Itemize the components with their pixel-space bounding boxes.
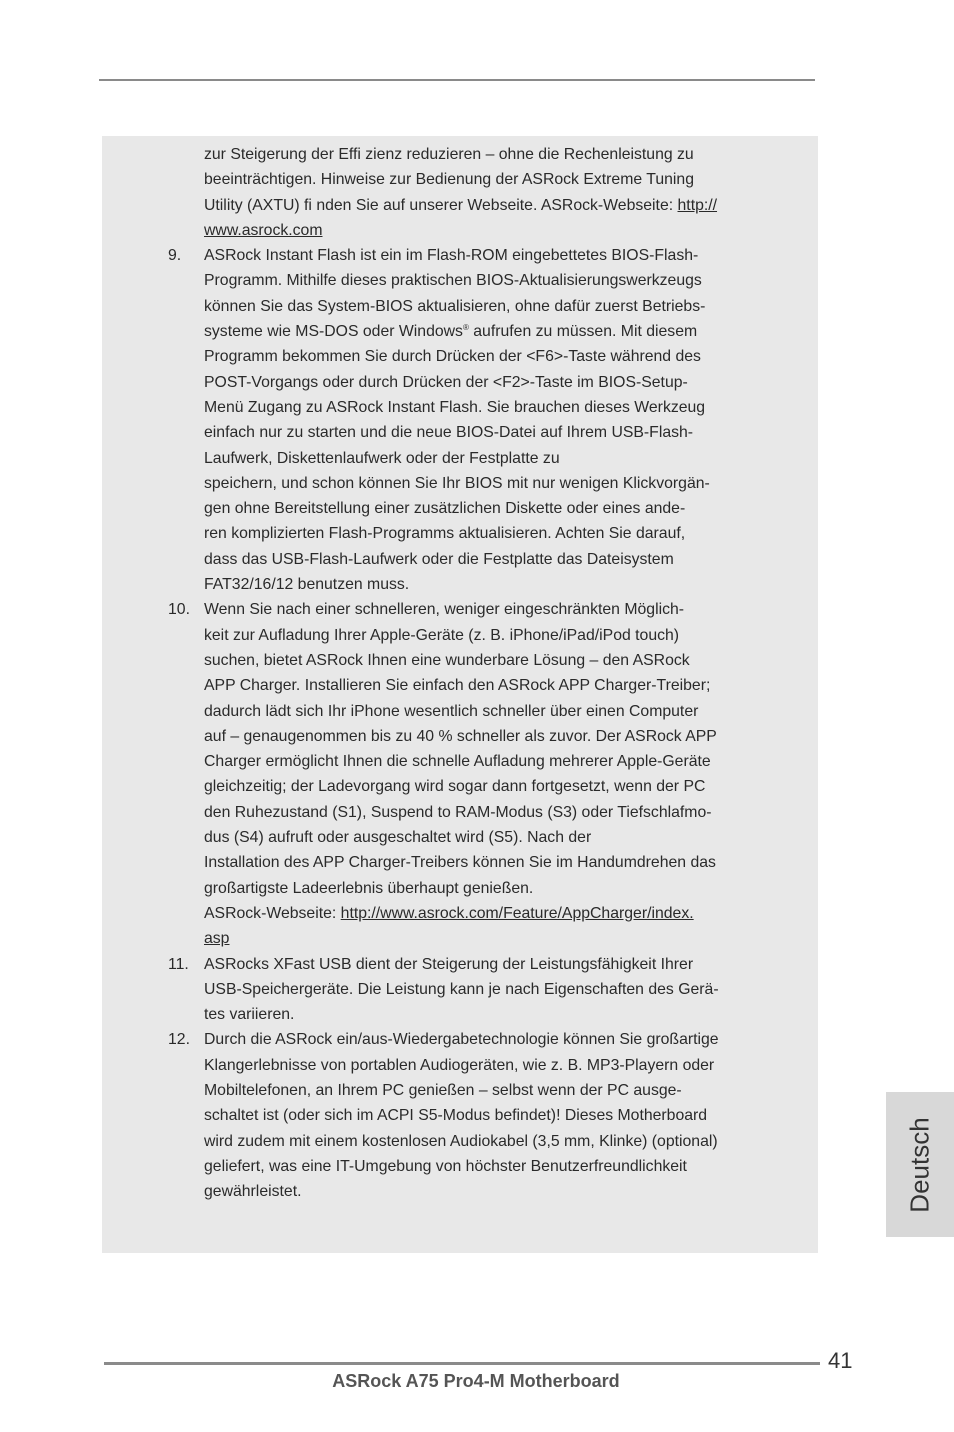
text-line: gen ohne Bereitstellung einer zusätzlichen Diskette oder eines ande- bbox=[204, 500, 686, 518]
text-line: geliefert, was eine IT-Umgebung von höchster Benutzerfreundlichkeit bbox=[204, 1157, 687, 1175]
page-number: 41 bbox=[828, 1348, 853, 1373]
list-item-9 bbox=[168, 243, 758, 597]
list-item-10 bbox=[168, 597, 758, 951]
text-line: dus (S4) aufruft oder ausgeschaltet wird (S5). Nach der bbox=[204, 829, 592, 847]
text-line: Laufwerk, Diskettenlaufwerk oder der Festplatte zu bbox=[204, 449, 560, 467]
item-number: 12. bbox=[168, 1031, 190, 1049]
text-line: keit zur Aufladung Ihrer Apple-Geräte (z. B. iPhone/iPad/iPod touch) bbox=[204, 626, 680, 644]
text-line: Wenn Sie nach einer schnelleren, weniger eingeschränkten Möglich- bbox=[204, 601, 685, 619]
text-line: können Sie das System-BIOS aktualisieren, ohne dafür zuerst Betriebs- bbox=[204, 297, 706, 315]
item-text bbox=[204, 597, 758, 951]
text-segment: Utility (AXTU) fi nden Sie auf unserer Webseite. ASRock-Webseite: bbox=[204, 196, 678, 214]
text-line: suchen, bietet ASRock Ihnen eine wunderbare Lösung – den ASRock bbox=[204, 651, 690, 669]
text-line: speichern, und schon können Sie Ihr BIOS mit nur wenigen Klickvorgän- bbox=[204, 474, 710, 492]
item-number: 11. bbox=[168, 955, 189, 973]
text-line: Menü Zugang zu ASRock Instant Flash. Sie brauchen dieses Werkzeug bbox=[204, 398, 706, 416]
text-line: Programm. Mithilfe dieses praktischen BIOS-Aktualisierungswerkzeugs bbox=[204, 272, 702, 290]
language-tab-label: Deutsch bbox=[904, 1116, 935, 1213]
text-line: tes variieren. bbox=[204, 1006, 295, 1024]
spec-list bbox=[168, 142, 758, 1204]
text-segment: ASRock-Webseite: bbox=[204, 904, 341, 922]
text-line: USB-Speichergeräte. Die Leistung kann je nach Eigenschaften des Gerä- bbox=[204, 980, 719, 998]
text-line: großartigste Ladeerlebnis überhaupt genießen. bbox=[204, 879, 534, 897]
text-line: dass das USB-Flash-Laufwerk oder die Festplatte das Dateisystem bbox=[204, 550, 674, 568]
text-line: wird zudem mit einem kostenlosen Audiokabel (3,5 mm, Klinke) (optional) bbox=[204, 1132, 718, 1150]
text-segment: aufrufen zu müssen. Mit diesem bbox=[468, 323, 698, 341]
text-line: ASRock Instant Flash ist ein im Flash-ROM eingebettetes BIOS-Flash- bbox=[204, 247, 699, 265]
text-line: schaltet ist (oder sich im ACPI S5-Modus befindet)! Dieses Motherboard bbox=[204, 1107, 708, 1125]
text-line: POST-Vorgangs oder durch Drücken der <F2>-Taste im BIOS-Setup- bbox=[204, 373, 688, 391]
text-line: APP Charger. Installieren Sie einfach den ASRock APP Charger-Treiber; bbox=[204, 677, 711, 695]
footer-title: ASRock A75 Pro4-M Motherboard bbox=[332, 1371, 620, 1391]
text-line: Charger ermöglicht Ihnen die schnelle Aufladung mehrerer Apple-Geräte bbox=[204, 753, 711, 771]
item-text bbox=[204, 1027, 758, 1204]
list-item-11 bbox=[168, 952, 758, 1028]
item-text bbox=[204, 142, 758, 243]
text-line: ASRocks XFast USB dient der Steigerung der Leistungsfähigkeit Ihrer bbox=[204, 955, 694, 973]
header-rule bbox=[99, 79, 815, 81]
text-line bbox=[204, 926, 758, 951]
text-segment: systeme wie MS-DOS oder Windows bbox=[204, 323, 463, 341]
list-item-continued bbox=[168, 142, 758, 243]
item-number: 9. bbox=[168, 247, 182, 265]
item-text bbox=[204, 952, 758, 1028]
text-line: auf – genaugenommen bis zu 40 % schneller als zuvor. Der ASRock APP bbox=[204, 727, 717, 745]
text-line bbox=[204, 218, 758, 243]
text-line bbox=[204, 319, 758, 344]
text-line: Mobiltelefonen, an Ihrem PC genießen – selbst wenn der PC ausge- bbox=[204, 1081, 682, 1099]
text-line: einfach nur zu starten und die neue BIOS-Datei auf Ihrem USB-Flash- bbox=[204, 424, 694, 442]
text-line: Installation des APP Charger-Treibers können Sie im Handumdrehen das bbox=[204, 854, 716, 872]
text-line: FAT32/16/12 benutzen muss. bbox=[204, 576, 410, 594]
text-line: Klangerlebnisse von portablen Audiogeräten, wie z. B. MP3-Playern oder bbox=[204, 1056, 715, 1074]
app-charger-link-continued[interactable]: asp bbox=[204, 930, 230, 948]
text-line: ren komplizierten Flash-Programms aktualisieren. Achten Sie darauf, bbox=[204, 525, 686, 543]
language-tab bbox=[886, 1092, 954, 1237]
text-line bbox=[204, 193, 758, 218]
text-line: gewährleistet. bbox=[204, 1183, 302, 1201]
list-item-12 bbox=[168, 1027, 758, 1204]
text-line: Programm bekommen Sie durch Drücken der <F6>-Taste während des bbox=[204, 348, 701, 366]
item-number bbox=[168, 142, 204, 243]
item-text bbox=[204, 243, 758, 597]
text-line: den Ruhezustand (S1), Suspend to RAM-Modus (S3) oder Tiefschlafmo- bbox=[204, 803, 712, 821]
text-line bbox=[204, 901, 758, 926]
text-line: Durch die ASRock ein/aus-Wiedergabetechnologie können Sie großartige bbox=[204, 1031, 719, 1049]
app-charger-link[interactable]: http://www.asrock.com/Feature/AppCharger/index. bbox=[340, 904, 694, 922]
asrock-website-link-continued[interactable]: www.asrock.com bbox=[204, 221, 323, 239]
registered-mark: ® bbox=[462, 323, 469, 333]
item-number: 10. bbox=[168, 601, 190, 619]
footer-rule bbox=[104, 1362, 820, 1365]
text-line: dadurch lädt sich Ihr iPhone wesentlich schneller über einen Computer bbox=[204, 702, 699, 720]
text-line: zur Steigerung der Effi zienz reduzieren – ohne die Rechenleistung zu bbox=[204, 146, 694, 163]
asrock-website-link[interactable]: http:// bbox=[677, 196, 718, 214]
text-line: gleichzeitig; der Ladevorgang wird sogar dann fortgesetzt, wenn der PC bbox=[204, 778, 706, 796]
text-line: beeinträchtigen. Hinweise zur Bedienung der ASRock Extreme Tuning bbox=[204, 171, 694, 189]
